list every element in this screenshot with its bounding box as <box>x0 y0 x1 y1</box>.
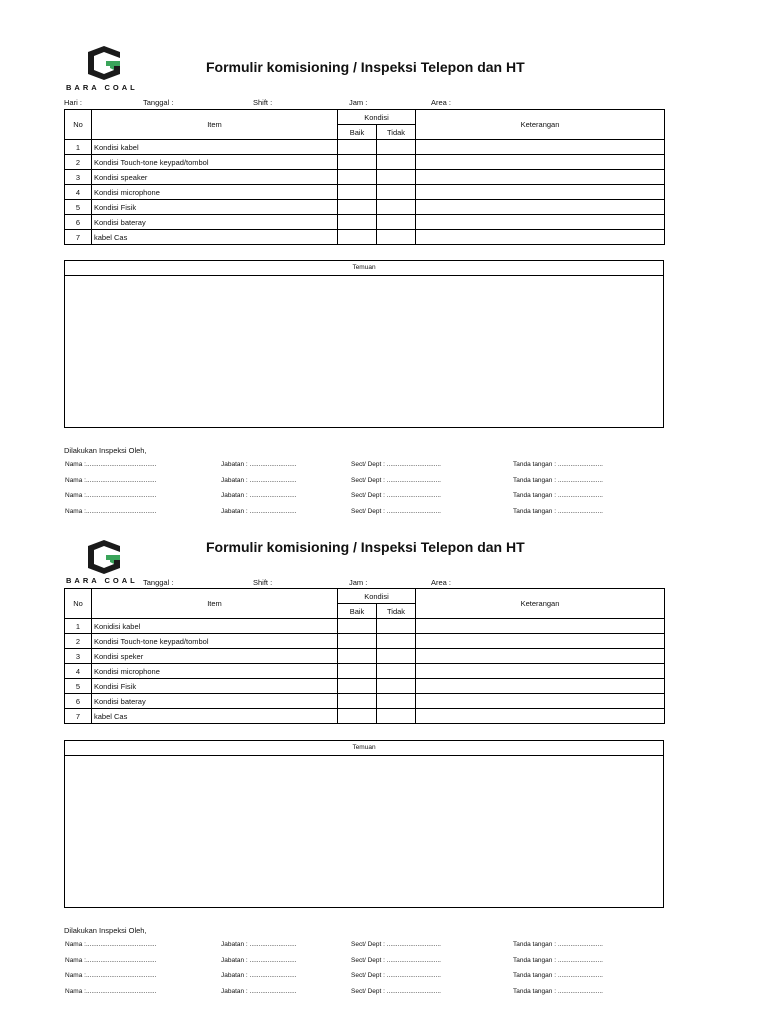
cell-baik[interactable] <box>338 200 377 215</box>
row-no: 4 <box>65 185 92 200</box>
table-row <box>65 694 665 709</box>
col-baik-header: Baik <box>338 125 377 140</box>
table-row <box>65 664 665 679</box>
cell-tidak[interactable] <box>377 709 416 724</box>
nama-field[interactable]: Nama :....................................... <box>65 941 157 948</box>
row-item: kabel Cas <box>92 709 338 724</box>
cell-baik[interactable] <box>338 634 377 649</box>
cell-keterangan[interactable] <box>416 155 665 170</box>
col-tidak-header: Tidak <box>377 604 416 619</box>
jabatan-field[interactable]: Jabatan : .......................... <box>221 508 297 515</box>
inspector-title: Dilakukan Inspeksi Oleh, <box>64 446 147 455</box>
temuan-header: Temuan <box>65 261 663 276</box>
row-item: Kondisi Fisik <box>92 679 338 694</box>
row-item: kabel Cas <box>92 230 338 245</box>
tanda-tangan-field[interactable]: Tanda tangan : ......................... <box>513 972 603 979</box>
field-shift: Shift : <box>253 98 273 107</box>
cell-keterangan[interactable] <box>416 709 665 724</box>
logo-text: BARA COAL <box>66 576 138 585</box>
cell-baik[interactable] <box>338 140 377 155</box>
field-area: Area : <box>431 578 452 587</box>
cell-tidak[interactable] <box>377 649 416 664</box>
cell-keterangan[interactable] <box>416 664 665 679</box>
cell-baik[interactable] <box>338 170 377 185</box>
logo-text: BARA COAL <box>66 83 138 92</box>
col-no-header: No <box>65 110 92 140</box>
signature-row <box>0 972 768 986</box>
table-row <box>65 709 665 724</box>
col-keterangan-header: Keterangan <box>416 589 665 619</box>
col-item-header: Item <box>92 589 338 619</box>
sect-dept-field[interactable]: Sect/ Dept : .............................. <box>351 477 441 484</box>
row-item: Kondisi speker <box>92 649 338 664</box>
col-keterangan-header: Keterangan <box>416 110 665 140</box>
cell-keterangan[interactable] <box>416 619 665 634</box>
inspector-title: Dilakukan Inspeksi Oleh, <box>64 926 147 935</box>
cell-baik[interactable] <box>338 664 377 679</box>
logo-mark-icon <box>84 46 124 80</box>
signature-row <box>0 941 768 955</box>
signature-row <box>0 477 768 491</box>
jabatan-field[interactable]: Jabatan : .......................... <box>221 972 297 979</box>
row-no: 5 <box>65 200 92 215</box>
table-row <box>65 619 665 634</box>
nama-field[interactable]: Nama :....................................... <box>65 972 157 979</box>
nama-field[interactable]: Nama :....................................... <box>65 957 157 964</box>
inspection-form-2 <box>0 530 768 1024</box>
cell-keterangan[interactable] <box>416 215 665 230</box>
cell-baik[interactable] <box>338 709 377 724</box>
row-item: Kondisi kabel <box>92 140 338 155</box>
tanda-tangan-field[interactable]: Tanda tangan : ......................... <box>513 957 603 964</box>
jabatan-field[interactable]: Jabatan : .......................... <box>221 957 297 964</box>
signature-row <box>0 508 768 522</box>
cell-keterangan[interactable] <box>416 170 665 185</box>
row-no: 2 <box>65 634 92 649</box>
cell-tidak[interactable] <box>377 664 416 679</box>
nama-field[interactable]: Nama :....................................... <box>65 461 157 468</box>
row-item: Kondisi Touch-tone keypad/tombol <box>92 155 338 170</box>
sect-dept-field[interactable]: Sect/ Dept : .............................. <box>351 957 441 964</box>
row-item: Kondisi Touch-tone keypad/tombol <box>92 634 338 649</box>
row-no: 3 <box>65 649 92 664</box>
tanda-tangan-field[interactable]: Tanda tangan : ......................... <box>513 508 603 515</box>
col-kondisi-header: Kondisi <box>338 589 416 604</box>
cell-keterangan[interactable] <box>416 634 665 649</box>
row-no: 5 <box>65 679 92 694</box>
cell-tidak[interactable] <box>377 679 416 694</box>
row-item: Kondisi microphone <box>92 664 338 679</box>
table-row <box>65 155 665 170</box>
checklist-table <box>64 588 665 724</box>
tanda-tangan-field[interactable]: Tanda tangan : ......................... <box>513 461 603 468</box>
cell-keterangan[interactable] <box>416 140 665 155</box>
row-no: 3 <box>65 170 92 185</box>
table-row <box>65 679 665 694</box>
cell-baik[interactable] <box>338 619 377 634</box>
temuan-box[interactable] <box>64 740 664 908</box>
nama-field[interactable]: Nama :....................................... <box>65 477 157 484</box>
cell-baik[interactable] <box>338 155 377 170</box>
cell-tidak[interactable] <box>377 200 416 215</box>
nama-field[interactable]: Nama :....................................... <box>65 492 157 499</box>
col-kondisi-header: Kondisi <box>338 110 416 125</box>
sect-dept-field[interactable]: Sect/ Dept : .............................. <box>351 972 441 979</box>
signature-row <box>0 461 768 475</box>
row-item: Kondisi bateray <box>92 215 338 230</box>
row-no: 1 <box>65 619 92 634</box>
table-row <box>65 140 665 155</box>
cell-keterangan[interactable] <box>416 679 665 694</box>
signature-row <box>0 957 768 971</box>
nama-field[interactable]: Nama :....................................... <box>65 508 157 515</box>
sect-dept-field[interactable]: Sect/ Dept : .............................. <box>351 941 441 948</box>
logo-mark-icon <box>84 540 124 574</box>
jabatan-field[interactable]: Jabatan : .......................... <box>221 477 297 484</box>
sect-dept-field[interactable]: Sect/ Dept : .............................. <box>351 508 441 515</box>
form-title: Formulir komisioning / Inspeksi Telepon dan HT <box>206 539 525 555</box>
row-no: 4 <box>65 664 92 679</box>
col-no-header: No <box>65 589 92 619</box>
jabatan-field[interactable]: Jabatan : .......................... <box>221 941 297 948</box>
signature-row <box>0 988 768 1002</box>
sect-dept-field[interactable]: Sect/ Dept : .............................. <box>351 461 441 468</box>
tanda-tangan-field[interactable]: Tanda tangan : ......................... <box>513 988 603 995</box>
form-title: Formulir komisioning / Inspeksi Telepon dan HT <box>206 59 525 75</box>
cell-tidak[interactable] <box>377 619 416 634</box>
row-item: Konidisi kabel <box>92 619 338 634</box>
table-row <box>65 215 665 230</box>
row-no: 6 <box>65 694 92 709</box>
row-item: Kondisi microphone <box>92 185 338 200</box>
field-area: Area : <box>431 98 452 107</box>
field-tanggal: Tanggal : <box>143 98 174 107</box>
row-no: 6 <box>65 215 92 230</box>
row-item: Kondisi bateray <box>92 694 338 709</box>
cell-tidak[interactable] <box>377 185 416 200</box>
col-tidak-header: Tidak <box>377 125 416 140</box>
cell-baik[interactable] <box>338 649 377 664</box>
row-no: 2 <box>65 155 92 170</box>
cell-baik[interactable] <box>338 185 377 200</box>
temuan-header: Temuan <box>65 741 663 756</box>
tanda-tangan-field[interactable]: Tanda tangan : ......................... <box>513 492 603 499</box>
col-baik-header: Baik <box>338 604 377 619</box>
table-row <box>65 200 665 215</box>
row-no: 7 <box>65 709 92 724</box>
cell-tidak[interactable] <box>377 140 416 155</box>
signature-row <box>0 492 768 506</box>
sect-dept-field[interactable]: Sect/ Dept : .............................. <box>351 492 441 499</box>
jabatan-field[interactable]: Jabatan : .......................... <box>221 988 297 995</box>
sect-dept-field[interactable]: Sect/ Dept : .............................. <box>351 988 441 995</box>
cell-keterangan[interactable] <box>416 230 665 245</box>
table-row <box>65 185 665 200</box>
field-jam: Jam : <box>349 578 368 587</box>
temuan-box[interactable] <box>64 260 664 428</box>
cell-baik[interactable] <box>338 694 377 709</box>
bara-coal-logo <box>64 540 144 590</box>
col-item-header: Item <box>92 110 338 140</box>
cell-baik[interactable] <box>338 215 377 230</box>
field-shift: Shift : <box>253 578 273 587</box>
table-row <box>65 649 665 664</box>
nama-field[interactable]: Nama :....................................... <box>65 988 157 995</box>
cell-tidak[interactable] <box>377 634 416 649</box>
field-jam: Jam : <box>349 98 368 107</box>
table-row <box>65 634 665 649</box>
table-row <box>65 230 665 245</box>
cell-keterangan[interactable] <box>416 694 665 709</box>
cell-tidak[interactable] <box>377 230 416 245</box>
field-tanggal: Tanggal : <box>143 578 174 587</box>
checklist-table <box>64 109 665 245</box>
cell-tidak[interactable] <box>377 694 416 709</box>
tanda-tangan-field[interactable]: Tanda tangan : ......................... <box>513 477 603 484</box>
cell-tidak[interactable] <box>377 155 416 170</box>
cell-keterangan[interactable] <box>416 200 665 215</box>
row-item: Kondisi Fisik <box>92 200 338 215</box>
bara-coal-logo <box>64 46 144 96</box>
cell-baik[interactable] <box>338 230 377 245</box>
row-no: 1 <box>65 140 92 155</box>
tanda-tangan-field[interactable]: Tanda tangan : ......................... <box>513 941 603 948</box>
row-item: Kondisi speaker <box>92 170 338 185</box>
jabatan-field[interactable]: Jabatan : .......................... <box>221 461 297 468</box>
jabatan-field[interactable]: Jabatan : .......................... <box>221 492 297 499</box>
cell-tidak[interactable] <box>377 170 416 185</box>
cell-baik[interactable] <box>338 679 377 694</box>
cell-tidak[interactable] <box>377 215 416 230</box>
cell-keterangan[interactable] <box>416 185 665 200</box>
row-no: 7 <box>65 230 92 245</box>
field-hari: Hari : <box>64 98 82 107</box>
cell-keterangan[interactable] <box>416 649 665 664</box>
inspection-form-1 <box>0 0 768 500</box>
table-row <box>65 170 665 185</box>
